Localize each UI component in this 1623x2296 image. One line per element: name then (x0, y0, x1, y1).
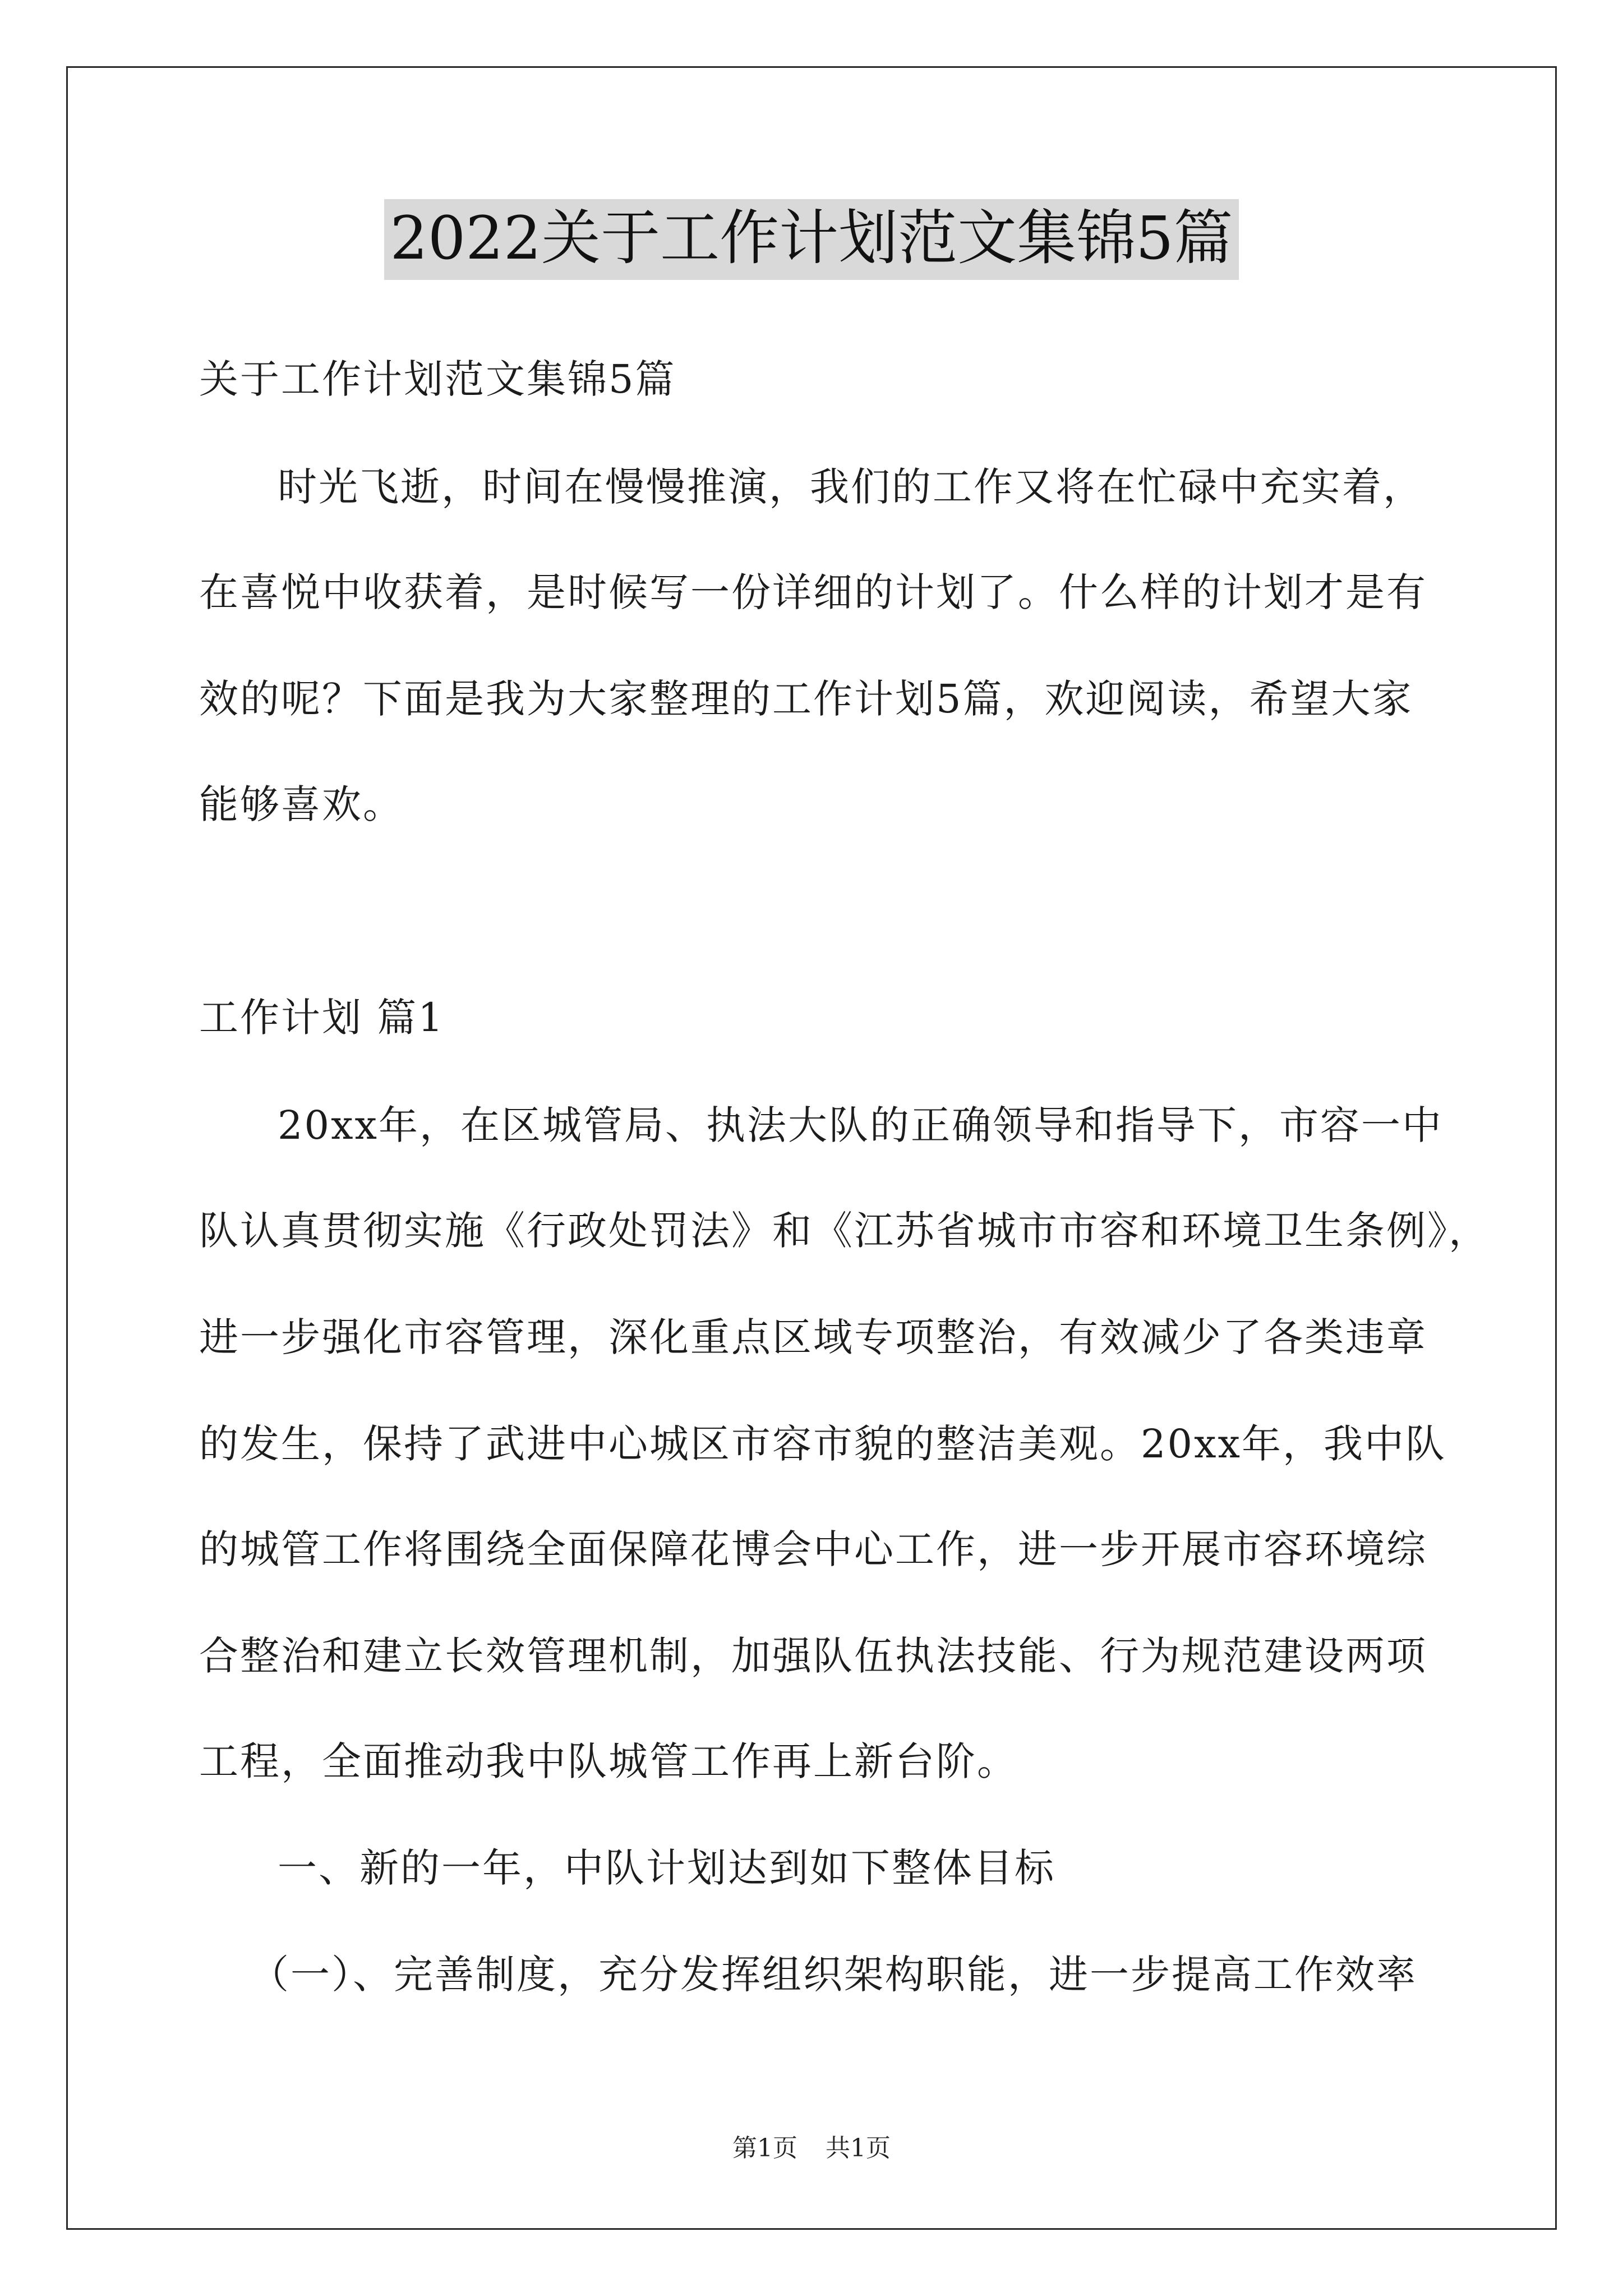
document-subtitle: 关于工作计划范文集锦5篇 (199, 356, 676, 402)
body-line: 合整治和建立长效管理机制，加强队伍执法技能、行为规范建设两项 (199, 1633, 1427, 1679)
body-line: 进一步强化市容管理，深化重点区域专项整治，有效减少了各类违章 (199, 1314, 1427, 1360)
body-line: 队认真贯彻实施《行政处罚法》和《江苏省城市市容和环境卫生条例》， (199, 1208, 1490, 1254)
intro-line: 能够喜欢。 (199, 781, 404, 827)
page-footer (0, 2132, 1623, 2165)
intro-line: 时光飞逝，时间在慢慢推演，我们的工作又将在忙碌中充实着， (278, 464, 1424, 510)
document-title: 2022关于工作计划范文集锦5篇 (384, 199, 1238, 280)
goal-heading: 一、新的一年，中队计划达到如下整体目标 (278, 1845, 1055, 1891)
body-line: 工程，全面推动我中队城管工作再上新台阶。 (199, 1738, 1018, 1784)
body-line: 的发生，保持了武进中心城区市容市貌的整洁美观。20xx年，我中队 (199, 1421, 1447, 1467)
page-number-current: 第1页 (732, 2134, 797, 2162)
title-container (0, 199, 1623, 280)
body-line: 20xx年，在区城管局、执法大队的正确领导和指导下，市容一中 (278, 1102, 1444, 1148)
section-heading: 工作计划 篇1 (199, 995, 445, 1041)
body-line: 的城管工作将围绕全面保障花博会中心工作，进一步开展市容环境综 (199, 1526, 1427, 1572)
intro-line: 效的呢？下面是我为大家整理的工作计划5篇，欢迎阅读，希望大家 (199, 676, 1413, 722)
goal-item: （一）、完善制度，充分发挥组织架构职能，进一步提高工作效率 (250, 1952, 1417, 1998)
page-number-total: 共1页 (826, 2134, 891, 2162)
intro-line: 在喜悦中收获着，是时候写一份详细的计划了。什么样的计划才是有 (199, 569, 1427, 615)
